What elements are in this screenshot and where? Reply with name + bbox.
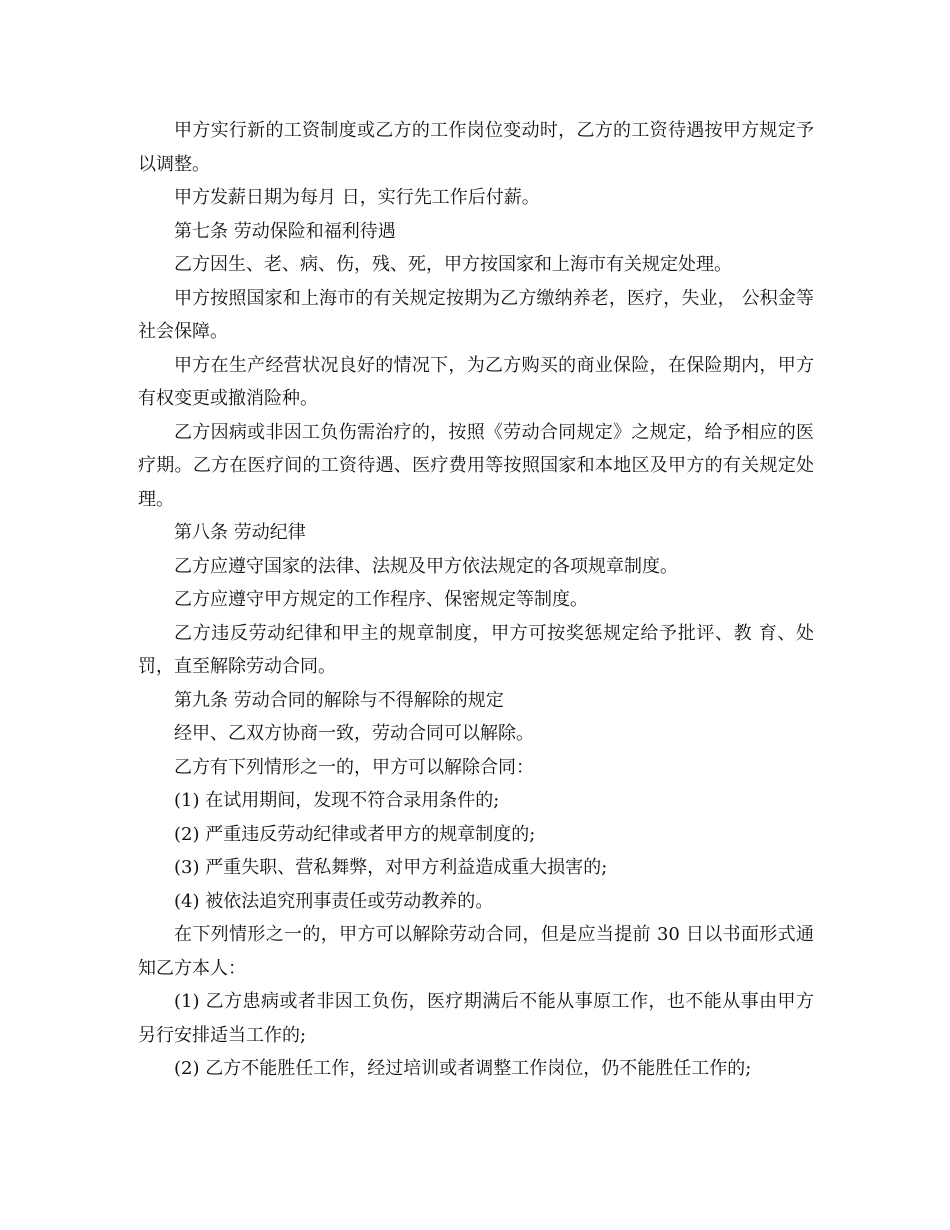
- paragraph-medical-period: 乙方因病或非因工负伤需治疗的，按照《劳动合同规定》之规定，给予相应的医疗期。乙方在医疗间的工资待遇、医疗费用等按照国家和本地区及甲方的有关规定处理。: [138, 421, 814, 510]
- paragraph-notice-termination: 在下列情形之一的，甲方可以解除劳动合同，但是应当提前 30 日以书面形式通知乙方本人：: [138, 924, 814, 979]
- document-body: [138, 114, 814, 1086]
- paragraph-social-security: 甲方按照国家和上海市的有关规定按期为乙方缴纳养老，医疗，失业， 公积金等社会保障。: [138, 287, 814, 342]
- paragraph-payday: 甲方发薪日期为每月 日，实行先工作后付薪。: [174, 187, 540, 208]
- paragraph-termination-conditions: 乙方有下列情形之一的，甲方可以解除合同：: [174, 756, 534, 778]
- paragraph-salary-adjustment: 甲方实行新的工资制度或乙方的工作岗位变动时，乙方的工资待遇按甲方规定予以调整。: [138, 120, 814, 175]
- heading-article-8: 第八条 劳动纪律: [174, 522, 306, 543]
- list-item: (1) 乙方患病或者非因工负伤，医疗期满后不能从事原工作，也不能从事由甲方另行安排适当工作的;: [138, 991, 814, 1046]
- paragraph-injury-handling: 乙方因生、老、病、伤，残、死，甲方按国家和上海市有关规定处理。: [174, 254, 732, 275]
- list-item: (2) 乙方不能胜任工作，经过培训或者调整工作岗位，仍不能胜任工作的;: [174, 1058, 752, 1079]
- list-item: (4) 被依法追究刑事责任或劳动教养的。: [174, 890, 494, 912]
- list-item: (3) 严重失职、营私舞弊，对甲方利益造成重大损害的;: [174, 857, 608, 878]
- list-item: (1) 在试用期间，发现不符合录用条件的;: [174, 790, 500, 811]
- paragraph-obey-laws: 乙方应遵守国家的法律、法规及甲方依法规定的各项规章制度。: [174, 555, 678, 577]
- paragraph-discipline-violation: 乙方违反劳动纪律和甲主的规章制度，甲方可按奖惩规定给予批评、教 育、处罚，直至解除劳动合同。: [138, 622, 814, 677]
- heading-article-9: 第九条 劳动合同的解除与不得解除的规定: [174, 689, 504, 711]
- paragraph-obey-procedures: 乙方应遵守甲方规定的工作程序、保密规定等制度。: [174, 589, 588, 610]
- paragraph-mutual-termination: 经甲、乙双方协商一致，劳动合同可以解除。: [174, 723, 534, 744]
- heading-article-7: 第七条 劳动保险和福利待遇: [174, 220, 396, 242]
- paragraph-commercial-insurance: 甲方在生产经营状况良好的情况下，为乙方购买的商业保险，在保险期内，甲方有权变更或撤消险种。: [138, 354, 814, 409]
- list-item: (2) 严重违反劳动纪律或者甲方的规章制度的;: [174, 823, 536, 845]
